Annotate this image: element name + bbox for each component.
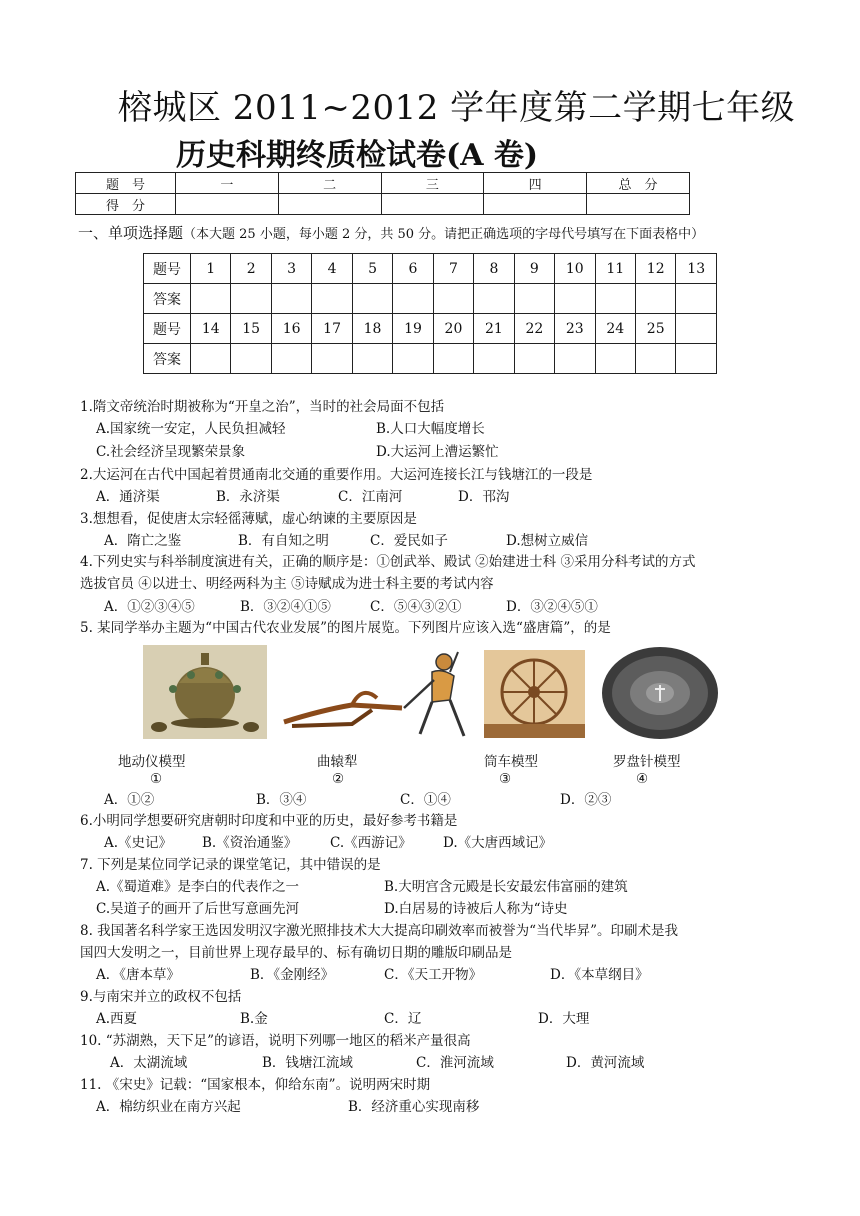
grid-num: 20 <box>433 314 473 344</box>
q1-option-a: A.国家统一安定，人民负担减轻 <box>96 421 286 437</box>
grid-answer-cell[interactable] <box>393 284 433 314</box>
page-subtitle: 历史科期终质检试卷(A 卷) <box>176 138 539 173</box>
q8-option-c: C．《天工开物》 <box>384 967 483 983</box>
grid-answer-cell[interactable] <box>595 284 635 314</box>
score-cell-header: 四 <box>484 173 587 194</box>
grid-num: 22 <box>514 314 554 344</box>
curved-plough-image <box>282 650 472 740</box>
score-cell-blank[interactable] <box>484 194 587 215</box>
q9-option-d: D．大理 <box>538 1011 590 1027</box>
grid-num: 2 <box>231 254 271 284</box>
score-cell-blank[interactable] <box>278 194 381 215</box>
image-number-3: ③ <box>499 771 512 787</box>
grid-num: 11 <box>595 254 635 284</box>
q2-option-d: D．邗沟 <box>458 489 510 505</box>
score-cell-header: 二 <box>278 173 381 194</box>
answer-grid-answer-row <box>144 284 717 314</box>
grid-num: 15 <box>231 314 271 344</box>
q1-option-d: D.大运河上漕运繁忙 <box>376 444 499 460</box>
grid-answer-cell[interactable] <box>312 284 352 314</box>
grid-answer-cell[interactable] <box>555 284 595 314</box>
answer-grid-answer-row <box>144 344 717 374</box>
q4-option-a: A．①②③④⑤ <box>104 599 195 615</box>
grid-answer-cell[interactable] <box>676 284 717 314</box>
q10-option-a: A．太湖流域 <box>110 1055 188 1071</box>
answer-grid <box>143 253 717 374</box>
water-wheel-illustration <box>484 650 585 738</box>
grid-empty-cell <box>676 314 717 344</box>
grid-answer-cell[interactable] <box>433 284 473 314</box>
score-cell-label: 题 号 <box>76 173 176 194</box>
q5-option-c: C．①④ <box>400 792 451 808</box>
grid-answer-cell[interactable] <box>474 284 514 314</box>
q3-option-a: A．隋亡之鉴 <box>104 533 182 549</box>
question-10-stem: 10. “苏湖熟，天下足”的谚语，说明下列哪一地区的稻米产量很高 <box>80 1033 471 1049</box>
grid-num: 12 <box>635 254 675 284</box>
q7-option-d: D.白居易的诗被后人称为“诗史 <box>384 901 568 917</box>
q7-option-c: C.吴道子的画开了后世写意画先河 <box>96 901 300 917</box>
q6-option-a: A.《史记》 <box>104 835 173 851</box>
answer-grid-num-row <box>144 254 717 284</box>
q2-option-a: A．通济渠 <box>96 489 160 505</box>
grid-num: 9 <box>514 254 554 284</box>
score-table <box>75 172 690 215</box>
score-cell-label: 得 分 <box>76 194 176 215</box>
question-11-stem: 11. 《宋史》记载：“国家根本，仰给东南”。说明两宋时期 <box>80 1077 431 1093</box>
score-cell-blank[interactable] <box>175 194 278 215</box>
grid-num: 3 <box>271 254 311 284</box>
grid-answer-cell[interactable] <box>231 284 271 314</box>
grid-num: 24 <box>595 314 635 344</box>
q7-option-b: B.大明宫含元殿是长安最宏伟富丽的建筑 <box>384 879 628 895</box>
score-cell-header: 总 分 <box>587 173 690 194</box>
grid-row-label: 题号 <box>144 314 191 344</box>
grid-num: 23 <box>555 314 595 344</box>
question-9-stem: 9.与南宋并立的政权不包括 <box>80 989 242 1005</box>
score-cell-blank[interactable] <box>587 194 690 215</box>
caption-seismograph: 地动仪模型 <box>118 754 186 770</box>
compass-image <box>600 645 720 741</box>
q8-option-d: D．《本草纲目》 <box>550 967 649 983</box>
q6-option-d: D.《大唐西域记》 <box>443 835 553 851</box>
score-table-header-row <box>76 173 690 194</box>
grid-row-label: 答案 <box>144 344 191 374</box>
q1-option-c: C.社会经济呈现繁荣景象 <box>96 444 246 460</box>
q6-option-b: B.《资治通鉴》 <box>202 835 298 851</box>
grid-answer-cell[interactable] <box>271 344 311 374</box>
grid-answer-cell[interactable] <box>231 344 271 374</box>
grid-num: 14 <box>191 314 231 344</box>
grid-num: 13 <box>676 254 717 284</box>
answer-grid-num-row <box>144 314 717 344</box>
q3-option-d: D.想树立威信 <box>506 533 589 549</box>
grid-answer-cell[interactable] <box>635 284 675 314</box>
grid-answer-cell[interactable] <box>271 284 311 314</box>
q11-option-b: B．经济重心实现南移 <box>348 1099 480 1115</box>
grid-answer-cell[interactable] <box>191 284 231 314</box>
water-wheel-image <box>484 650 585 738</box>
q3-option-b: B．有自知之明 <box>238 533 329 549</box>
curved-plough-illustration <box>282 650 472 740</box>
grid-num: 19 <box>393 314 433 344</box>
grid-num: 4 <box>312 254 352 284</box>
q6-option-c: C.《西游记》 <box>330 835 412 851</box>
score-cell-blank[interactable] <box>381 194 484 215</box>
grid-row-label: 答案 <box>144 284 191 314</box>
grid-num: 6 <box>393 254 433 284</box>
q8-option-b: B．《金刚经》 <box>250 967 335 983</box>
grid-num: 21 <box>474 314 514 344</box>
q5-option-d: D．②③ <box>560 792 612 808</box>
q10-option-d: D．黄河流域 <box>566 1055 645 1071</box>
question-5-stem: 5. 某同学举办主题为“中国古代农业发展”的图片展览。下列图片应该入选“盛唐篇”，的是 <box>80 620 611 636</box>
grid-num: 17 <box>312 314 352 344</box>
page-title: 榕城区 2011~2012 学年度第二学期七年级 <box>118 88 796 128</box>
q10-option-b: B．钱塘江流域 <box>262 1055 353 1071</box>
grid-answer-cell[interactable] <box>393 344 433 374</box>
grid-row-label: 题号 <box>144 254 191 284</box>
image-number-4: ④ <box>636 771 649 787</box>
grid-answer-cell[interactable] <box>514 344 554 374</box>
caption-compass: 罗盘针模型 <box>613 754 681 770</box>
grid-num: 1 <box>191 254 231 284</box>
caption-plough: 曲辕犁 <box>317 754 358 770</box>
q9-option-a: A.西夏 <box>96 1011 138 1027</box>
grid-answer-cell[interactable] <box>555 344 595 374</box>
question-8-stem-cont: 国四大发明之一，目前世界上现存最早的、标有确切日期的雕版印刷品是 <box>80 945 512 961</box>
score-cell-header: 三 <box>381 173 484 194</box>
q2-option-c: C．江南河 <box>338 489 403 505</box>
score-table-score-row <box>76 194 690 215</box>
q9-option-c: C．辽 <box>384 1011 422 1027</box>
question-7-stem: 7. 下列是某位同学记录的课堂笔记，其中错误的是 <box>80 857 381 873</box>
grid-answer-cell[interactable] <box>474 344 514 374</box>
grid-empty-cell <box>676 344 717 374</box>
grid-num: 8 <box>474 254 514 284</box>
q4-option-d: D．③②④⑤① <box>506 599 598 615</box>
section-instruction: （本大题 25 小题，每小题 2 分，共 50 分。请把正确选项的字母代号填写在下面表格中） <box>183 227 705 242</box>
question-8-stem: 8. 我国著名科学家王选因发明汉字激光照排技术大大提高印刷效率而被誉为“当代毕昇”。印刷术是我 <box>80 923 678 939</box>
seismograph-illustration <box>143 645 267 739</box>
seismograph-image <box>143 645 267 739</box>
grid-answer-cell[interactable] <box>191 344 231 374</box>
grid-answer-cell[interactable] <box>595 344 635 374</box>
q5-option-a: A．①② <box>104 792 155 808</box>
question-1-stem: 1.隋文帝统治时期被称为“开皇之治”，当时的社会局面不包括 <box>80 399 445 415</box>
score-cell-header: 一 <box>175 173 278 194</box>
grid-answer-cell[interactable] <box>635 344 675 374</box>
q7-option-a: A.《蜀道难》是李白的代表作之一 <box>96 879 300 895</box>
q10-option-c: C．淮河流域 <box>416 1055 494 1071</box>
question-6-stem: 6.小明同学想要研究唐朝时印度和中亚的历史，最好参考书籍是 <box>80 813 458 829</box>
grid-answer-cell[interactable] <box>312 344 352 374</box>
q3-option-c: C．爱民如子 <box>370 533 448 549</box>
section-heading <box>78 222 704 243</box>
section-title: 一、单项选择题 <box>78 224 184 242</box>
q1-option-b: B.人口大幅度增长 <box>376 421 485 437</box>
question-4-stem: 4.下列史实与科举制度演进有关，正确的顺序是：①创武举、殿试 ②始建进士科 ③采用分科考试的方式 <box>80 554 696 570</box>
q9-option-b: B.金 <box>240 1011 268 1027</box>
grid-answer-cell[interactable] <box>433 344 473 374</box>
q5-option-b: B．③④ <box>256 792 307 808</box>
grid-num: 7 <box>433 254 473 284</box>
image-number-2: ② <box>332 771 345 787</box>
compass-illustration <box>600 645 720 741</box>
q4-option-c: C．⑤④③②① <box>370 599 462 615</box>
image-number-1: ① <box>150 771 163 787</box>
grid-num: 25 <box>635 314 675 344</box>
q8-option-a: A．《唐本草》 <box>96 967 180 983</box>
grid-answer-cell[interactable] <box>352 284 392 314</box>
question-3-stem: 3.想想看，促使唐太宗轻徭薄赋，虚心纳谏的主要原因是 <box>80 511 417 527</box>
q11-option-a: A．棉纺织业在南方兴起 <box>96 1099 241 1115</box>
q2-option-b: B．永济渠 <box>216 489 280 505</box>
grid-num: 5 <box>352 254 392 284</box>
caption-water-wheel: 筒车模型 <box>484 754 538 770</box>
grid-num: 10 <box>555 254 595 284</box>
grid-num: 16 <box>271 314 311 344</box>
grid-answer-cell[interactable] <box>514 284 554 314</box>
question-2-stem: 2.大运河在古代中国起着贯通南北交通的重要作用。大运河连接长江与钱塘江的一段是 <box>80 467 593 483</box>
q4-option-b: B．③②④①⑤ <box>240 599 331 615</box>
grid-num: 18 <box>352 314 392 344</box>
grid-answer-cell[interactable] <box>352 344 392 374</box>
question-4-stem-cont: 选拔官员 ④以进士、明经两科为主 ⑤诗赋成为进士科主要的考试内容 <box>80 576 494 592</box>
